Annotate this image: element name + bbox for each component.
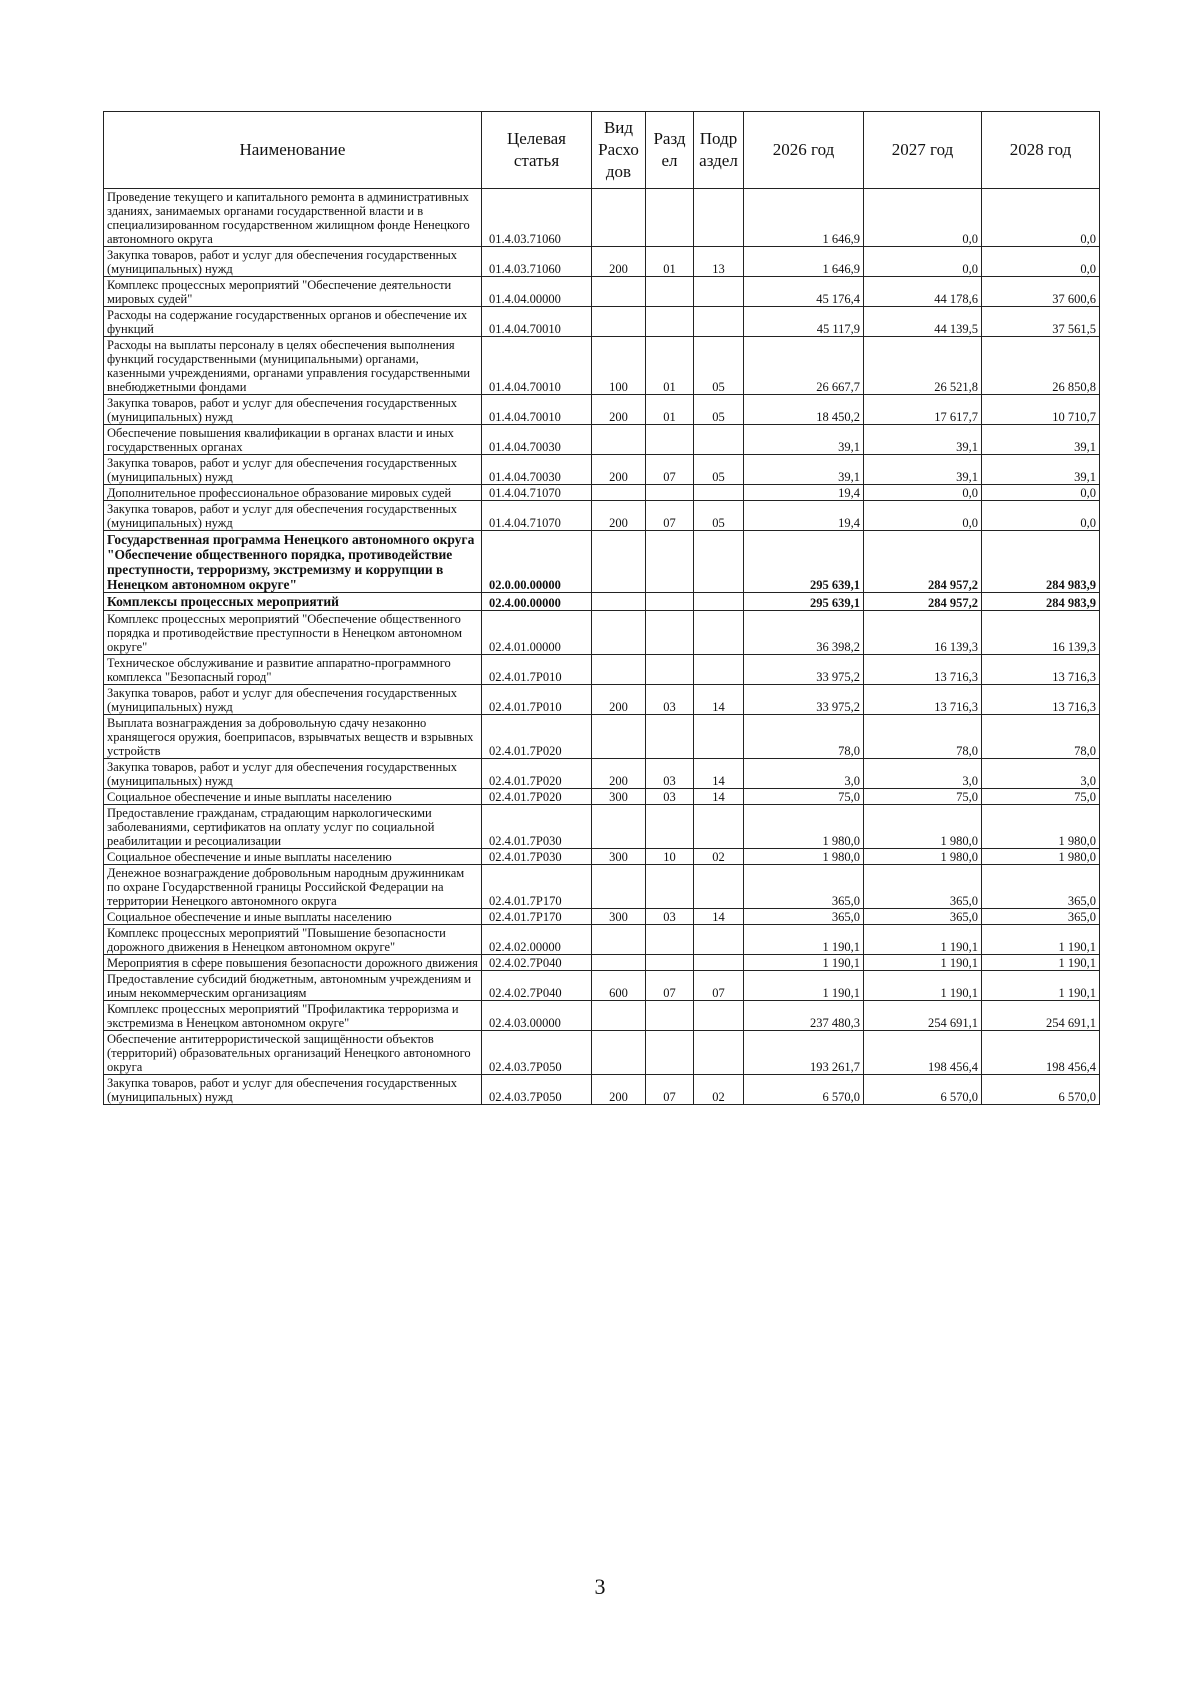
cell-amount-2028: 37 600,6 (982, 277, 1100, 307)
cell-subsection (694, 654, 744, 684)
table-header (104, 112, 1100, 189)
cell-amount-2026: 365,0 (744, 864, 864, 908)
table-row (104, 1074, 1100, 1104)
cell-amount-2026: 39,1 (744, 455, 864, 485)
cell-expense-type: 200 (592, 684, 646, 714)
cell-expense-type (592, 610, 646, 654)
header-year-2028: 2028 год (982, 112, 1100, 189)
header-name: Наименование (104, 112, 482, 189)
cell-expense-type (592, 425, 646, 455)
cell-target-article: 02.4.01.7Р170 (482, 908, 592, 924)
cell-expense-type: 200 (592, 395, 646, 425)
cell-amount-2027: 284 957,2 (864, 593, 982, 610)
cell-amount-2026: 33 975,2 (744, 654, 864, 684)
cell-expense-type (592, 924, 646, 954)
cell-amount-2028: 365,0 (982, 908, 1100, 924)
cell-expense-type (592, 531, 646, 593)
cell-amount-2028: 0,0 (982, 247, 1100, 277)
cell-amount-2026: 19,4 (744, 485, 864, 501)
cell-section: 07 (646, 455, 694, 485)
cell-amount-2026: 1 190,1 (744, 970, 864, 1000)
cell-subsection (694, 485, 744, 501)
cell-subsection (694, 924, 744, 954)
cell-expense-type: 300 (592, 848, 646, 864)
cell-expense-type: 100 (592, 337, 646, 395)
cell-amount-2026: 1 190,1 (744, 954, 864, 970)
cell-amount-2027: 365,0 (864, 864, 982, 908)
cell-amount-2027: 13 716,3 (864, 684, 982, 714)
table-row (104, 788, 1100, 804)
table-row (104, 848, 1100, 864)
cell-amount-2026: 1 980,0 (744, 804, 864, 848)
cell-name: Мероприятия в сфере повышения безопасности дорожного движения (104, 954, 482, 970)
cell-amount-2028: 0,0 (982, 501, 1100, 531)
cell-expense-type: 600 (592, 970, 646, 1000)
cell-subsection: 05 (694, 455, 744, 485)
cell-subsection (694, 804, 744, 848)
table-row (104, 908, 1100, 924)
cell-amount-2028: 3,0 (982, 758, 1100, 788)
cell-amount-2027: 3,0 (864, 758, 982, 788)
cell-subsection (694, 610, 744, 654)
cell-amount-2026: 3,0 (744, 758, 864, 788)
cell-section: 03 (646, 684, 694, 714)
cell-target-article: 01.4.03.71060 (482, 247, 592, 277)
cell-expense-type: 200 (592, 758, 646, 788)
cell-amount-2027: 75,0 (864, 788, 982, 804)
cell-amount-2028: 365,0 (982, 864, 1100, 908)
cell-name: Закупка товаров, работ и услуг для обеспечения государственных (муниципальных) нужд (104, 684, 482, 714)
cell-amount-2026: 1 190,1 (744, 924, 864, 954)
cell-target-article: 01.4.04.71070 (482, 485, 592, 501)
cell-expense-type (592, 277, 646, 307)
cell-section (646, 425, 694, 455)
cell-amount-2026: 33 975,2 (744, 684, 864, 714)
cell-subsection (694, 425, 744, 455)
cell-subsection (694, 307, 744, 337)
cell-name: Проведение текущего и капитального ремонта в административных зданиях, занимаемых органами государственной власти и в специализированном государственном жилищном фонде Ненецкого автономного округа (104, 189, 482, 247)
cell-expense-type (592, 189, 646, 247)
table-row (104, 425, 1100, 455)
cell-subsection (694, 954, 744, 970)
cell-amount-2028: 198 456,4 (982, 1030, 1100, 1074)
cell-amount-2028: 13 716,3 (982, 684, 1100, 714)
cell-name: Закупка товаров, работ и услуг для обеспечения государственных (муниципальных) нужд (104, 1074, 482, 1104)
cell-amount-2028: 0,0 (982, 189, 1100, 247)
cell-name: Закупка товаров, работ и услуг для обеспечения государственных (муниципальных) нужд (104, 455, 482, 485)
table-row (104, 593, 1100, 610)
cell-expense-type (592, 714, 646, 758)
cell-section (646, 593, 694, 610)
cell-target-article: 01.4.04.00000 (482, 277, 592, 307)
cell-subsection: 14 (694, 684, 744, 714)
cell-amount-2028: 39,1 (982, 425, 1100, 455)
cell-amount-2028: 75,0 (982, 788, 1100, 804)
cell-amount-2026: 295 639,1 (744, 531, 864, 593)
cell-amount-2027: 254 691,1 (864, 1000, 982, 1030)
cell-amount-2027: 1 190,1 (864, 924, 982, 954)
cell-amount-2028: 37 561,5 (982, 307, 1100, 337)
cell-target-article: 02.4.02.00000 (482, 924, 592, 954)
cell-target-article: 02.4.02.7Р040 (482, 970, 592, 1000)
budget-table (103, 111, 1100, 1105)
cell-amount-2027: 17 617,7 (864, 395, 982, 425)
cell-target-article: 02.4.01.7Р170 (482, 864, 592, 908)
cell-name: Денежное вознаграждение добровольным народным дружинникам по охране Государственной границы Российской Федерации на территории Ненецкого автономного округа (104, 864, 482, 908)
cell-section: 03 (646, 758, 694, 788)
cell-amount-2027: 13 716,3 (864, 654, 982, 684)
cell-amount-2026: 45 176,4 (744, 277, 864, 307)
cell-section: 01 (646, 337, 694, 395)
table-row (104, 864, 1100, 908)
cell-target-article: 02.0.00.00000 (482, 531, 592, 593)
cell-expense-type (592, 1030, 646, 1074)
cell-amount-2026: 295 639,1 (744, 593, 864, 610)
cell-section: 01 (646, 395, 694, 425)
cell-subsection (694, 1030, 744, 1074)
cell-target-article: 01.4.04.70030 (482, 425, 592, 455)
cell-name: Комплекс процессных мероприятий "Повышение безопасности дорожного движения в Ненецком автономном округе" (104, 924, 482, 954)
cell-amount-2027: 44 139,5 (864, 307, 982, 337)
cell-expense-type: 200 (592, 1074, 646, 1104)
cell-amount-2027: 0,0 (864, 189, 982, 247)
cell-expense-type (592, 954, 646, 970)
cell-name: Предоставление субсидий бюджетным, автономным учреждениям и иным некоммерческим организациям (104, 970, 482, 1000)
cell-amount-2028: 13 716,3 (982, 654, 1100, 684)
cell-expense-type (592, 804, 646, 848)
cell-subsection (694, 189, 744, 247)
cell-section: 07 (646, 501, 694, 531)
cell-expense-type: 300 (592, 788, 646, 804)
cell-name: Комплекс процессных мероприятий "Профилактика терроризма и экстремизма в Ненецком автономном округе" (104, 1000, 482, 1030)
cell-target-article: 01.4.04.70010 (482, 395, 592, 425)
cell-target-article: 02.4.02.7Р040 (482, 954, 592, 970)
cell-amount-2026: 39,1 (744, 425, 864, 455)
cell-section: 07 (646, 1074, 694, 1104)
table-body (104, 189, 1100, 1105)
cell-target-article: 02.4.01.7Р020 (482, 714, 592, 758)
table-row (104, 485, 1100, 501)
cell-name: Закупка товаров, работ и услуг для обеспечения государственных (муниципальных) нужд (104, 501, 482, 531)
cell-amount-2026: 1 646,9 (744, 189, 864, 247)
cell-expense-type (592, 593, 646, 610)
cell-target-article: 02.4.01.7Р030 (482, 804, 592, 848)
cell-amount-2027: 1 980,0 (864, 848, 982, 864)
table-row (104, 758, 1100, 788)
cell-amount-2027: 0,0 (864, 501, 982, 531)
cell-target-article: 02.4.01.7Р030 (482, 848, 592, 864)
cell-expense-type (592, 654, 646, 684)
table-row (104, 1000, 1100, 1030)
cell-amount-2028: 1 980,0 (982, 804, 1100, 848)
cell-name: Дополнительное профессиональное образование мировых судей (104, 485, 482, 501)
cell-name: Расходы на содержание государственных органов и обеспечение их функций (104, 307, 482, 337)
cell-target-article: 01.4.04.71070 (482, 501, 592, 531)
cell-name: Государственная программа Ненецкого автономного округа "Обеспечение общественного порядка, противодействие преступности, терроризму, экстремизму и коррупции в Ненецком автономном округе" (104, 531, 482, 593)
cell-amount-2028: 284 983,9 (982, 593, 1100, 610)
table-row (104, 1030, 1100, 1074)
cell-subsection: 14 (694, 788, 744, 804)
cell-amount-2027: 1 190,1 (864, 954, 982, 970)
cell-target-article: 02.4.01.00000 (482, 610, 592, 654)
table-row (104, 247, 1100, 277)
cell-subsection (694, 1000, 744, 1030)
cell-amount-2028: 39,1 (982, 455, 1100, 485)
header-year-2027: 2027 год (864, 112, 982, 189)
cell-target-article: 02.4.03.7Р050 (482, 1074, 592, 1104)
cell-target-article: 02.4.03.7Р050 (482, 1030, 592, 1074)
cell-target-article: 02.4.01.7Р020 (482, 758, 592, 788)
cell-amount-2028: 1 980,0 (982, 848, 1100, 864)
cell-name: Социальное обеспечение и иные выплаты населению (104, 908, 482, 924)
cell-section (646, 714, 694, 758)
cell-expense-type (592, 485, 646, 501)
cell-name: Комплексы процессных мероприятий (104, 593, 482, 610)
table-row (104, 277, 1100, 307)
table-row (104, 684, 1100, 714)
cell-expense-type (592, 1000, 646, 1030)
cell-amount-2026: 6 570,0 (744, 1074, 864, 1104)
cell-section (646, 1030, 694, 1074)
cell-section (646, 1000, 694, 1030)
cell-name: Выплата вознаграждения за добровольную сдачу незаконно хранящегося оружия, боеприпасов, взрывчатых веществ и взрывных устройств (104, 714, 482, 758)
cell-amount-2026: 18 450,2 (744, 395, 864, 425)
cell-subsection: 02 (694, 848, 744, 864)
table-row (104, 531, 1100, 593)
table-row (104, 337, 1100, 395)
cell-amount-2027: 16 139,3 (864, 610, 982, 654)
cell-amount-2027: 1 980,0 (864, 804, 982, 848)
header-row (104, 112, 1100, 189)
cell-section: 03 (646, 908, 694, 924)
cell-section (646, 485, 694, 501)
cell-name: Закупка товаров, работ и услуг для обеспечения государственных (муниципальных) нужд (104, 247, 482, 277)
header-subsection: Подр аздел (694, 112, 744, 189)
cell-name: Социальное обеспечение и иные выплаты населению (104, 788, 482, 804)
cell-amount-2028: 78,0 (982, 714, 1100, 758)
cell-name: Комплекс процессных мероприятий "Обеспечение деятельности мировых судей" (104, 277, 482, 307)
cell-expense-type: 200 (592, 501, 646, 531)
header-year-2026: 2026 год (744, 112, 864, 189)
cell-amount-2026: 19,4 (744, 501, 864, 531)
cell-subsection: 05 (694, 501, 744, 531)
cell-target-article: 01.4.04.70010 (482, 337, 592, 395)
cell-amount-2026: 26 667,7 (744, 337, 864, 395)
cell-amount-2026: 1 646,9 (744, 247, 864, 277)
cell-amount-2026: 193 261,7 (744, 1030, 864, 1074)
cell-section: 03 (646, 788, 694, 804)
cell-amount-2027: 39,1 (864, 425, 982, 455)
cell-section (646, 610, 694, 654)
cell-amount-2026: 78,0 (744, 714, 864, 758)
cell-section: 01 (646, 247, 694, 277)
cell-name: Закупка товаров, работ и услуг для обеспечения государственных (муниципальных) нужд (104, 395, 482, 425)
cell-amount-2028: 26 850,8 (982, 337, 1100, 395)
cell-amount-2028: 16 139,3 (982, 610, 1100, 654)
cell-expense-type: 300 (592, 908, 646, 924)
cell-subsection (694, 864, 744, 908)
cell-subsection: 14 (694, 758, 744, 788)
cell-amount-2028: 10 710,7 (982, 395, 1100, 425)
cell-subsection: 05 (694, 337, 744, 395)
cell-section (646, 531, 694, 593)
cell-amount-2027: 39,1 (864, 455, 982, 485)
table-row (104, 455, 1100, 485)
cell-target-article: 02.4.01.7Р010 (482, 654, 592, 684)
cell-section: 07 (646, 970, 694, 1000)
cell-subsection (694, 531, 744, 593)
cell-target-article: 02.4.01.7Р020 (482, 788, 592, 804)
cell-amount-2028: 0,0 (982, 485, 1100, 501)
table-row (104, 189, 1100, 247)
cell-amount-2028: 1 190,1 (982, 970, 1100, 1000)
header-expense-type: Вид Расхо дов (592, 112, 646, 189)
cell-subsection (694, 714, 744, 758)
cell-amount-2026: 365,0 (744, 908, 864, 924)
cell-amount-2026: 75,0 (744, 788, 864, 804)
cell-subsection: 02 (694, 1074, 744, 1104)
cell-target-article: 02.4.00.00000 (482, 593, 592, 610)
cell-expense-type (592, 307, 646, 337)
cell-amount-2027: 6 570,0 (864, 1074, 982, 1104)
cell-amount-2028: 1 190,1 (982, 954, 1100, 970)
cell-amount-2026: 237 480,3 (744, 1000, 864, 1030)
cell-subsection: 05 (694, 395, 744, 425)
cell-amount-2027: 44 178,6 (864, 277, 982, 307)
cell-subsection: 14 (694, 908, 744, 924)
page-number: 3 (594, 1574, 606, 1599)
cell-amount-2027: 284 957,2 (864, 531, 982, 593)
cell-amount-2027: 0,0 (864, 485, 982, 501)
cell-name: Комплекс процессных мероприятий "Обеспечение общественного порядка и противодействие преступности в Ненецком автономном округе" (104, 610, 482, 654)
cell-amount-2026: 45 117,9 (744, 307, 864, 337)
table-row (104, 654, 1100, 684)
table-row (104, 610, 1100, 654)
cell-section (646, 924, 694, 954)
cell-section (646, 189, 694, 247)
cell-subsection (694, 277, 744, 307)
table-row (104, 501, 1100, 531)
cell-target-article: 01.4.03.71060 (482, 189, 592, 247)
table-row (104, 924, 1100, 954)
cell-amount-2028: 6 570,0 (982, 1074, 1100, 1104)
cell-subsection (694, 593, 744, 610)
cell-section (646, 307, 694, 337)
cell-amount-2026: 1 980,0 (744, 848, 864, 864)
cell-amount-2028: 1 190,1 (982, 924, 1100, 954)
cell-section (646, 804, 694, 848)
cell-amount-2027: 198 456,4 (864, 1030, 982, 1074)
table-row (104, 954, 1100, 970)
table-row (104, 970, 1100, 1000)
cell-name: Закупка товаров, работ и услуг для обеспечения государственных (муниципальных) нужд (104, 758, 482, 788)
cell-name: Социальное обеспечение и иные выплаты населению (104, 848, 482, 864)
cell-section (646, 654, 694, 684)
cell-amount-2027: 1 190,1 (864, 970, 982, 1000)
cell-name: Расходы на выплаты персоналу в целях обеспечения выполнения функций государственными (муниципальными) органами, казенными учреждениями, органами управления государственными внебюджетными фондами (104, 337, 482, 395)
cell-target-article: 01.4.04.70010 (482, 307, 592, 337)
table-row (104, 804, 1100, 848)
cell-subsection: 13 (694, 247, 744, 277)
cell-section: 10 (646, 848, 694, 864)
cell-section (646, 277, 694, 307)
cell-section (646, 864, 694, 908)
cell-expense-type (592, 864, 646, 908)
cell-target-article: 02.4.03.00000 (482, 1000, 592, 1030)
cell-section (646, 954, 694, 970)
cell-target-article: 01.4.04.70030 (482, 455, 592, 485)
cell-amount-2027: 0,0 (864, 247, 982, 277)
cell-amount-2027: 78,0 (864, 714, 982, 758)
cell-amount-2028: 284 983,9 (982, 531, 1100, 593)
cell-name: Техническое обслуживание и развитие аппаратно-программного комплекса "Безопасный город" (104, 654, 482, 684)
cell-amount-2026: 36 398,2 (744, 610, 864, 654)
cell-amount-2027: 365,0 (864, 908, 982, 924)
cell-amount-2027: 26 521,8 (864, 337, 982, 395)
cell-target-article: 02.4.01.7Р010 (482, 684, 592, 714)
header-section: Разд ел (646, 112, 694, 189)
cell-expense-type: 200 (592, 455, 646, 485)
cell-name: Обеспечение антитеррористической защищённости объектов (территорий) образовательных организаций Ненецкого автономного округа (104, 1030, 482, 1074)
table-row (104, 395, 1100, 425)
cell-expense-type: 200 (592, 247, 646, 277)
table-row (104, 714, 1100, 758)
header-target-article: Целевая статья (482, 112, 592, 189)
cell-subsection: 07 (694, 970, 744, 1000)
cell-name: Предоставление гражданам, страдающим наркологическими заболеваниями, сертификатов на оплату услуг по социальной реабилитации и ресоциализации (104, 804, 482, 848)
cell-amount-2028: 254 691,1 (982, 1000, 1100, 1030)
cell-name: Обеспечение повышения квалификации в органах власти и иных государственных органах (104, 425, 482, 455)
table-row (104, 307, 1100, 337)
